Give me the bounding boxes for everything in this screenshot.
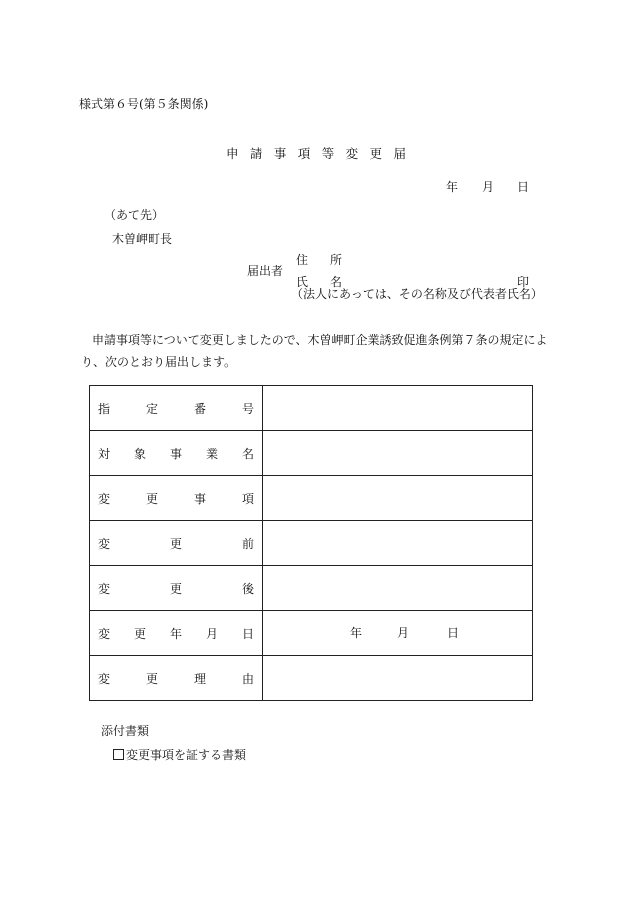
label-char: 名 (241, 446, 254, 461)
addressee: 木曽岬町長 (112, 232, 173, 246)
attachment-item (113, 749, 246, 761)
date-day: 日 (517, 180, 530, 194)
label-char: 更 (133, 626, 146, 641)
label-char: 前 (241, 536, 254, 551)
title-char: 請 (249, 146, 263, 161)
label-char: 事 (169, 446, 182, 461)
attachments-heading: 添付書類 (101, 724, 150, 738)
title-char: 等 (321, 146, 335, 161)
body-text-line2: り、次のとおり届出します。 (81, 355, 237, 369)
date-month: 月 (397, 626, 410, 640)
row-label (90, 566, 263, 611)
table-row (90, 611, 533, 656)
attachment-item-label: 変更事項を証する書類 (126, 748, 247, 762)
label-char: 業 (205, 446, 218, 461)
row-value (263, 566, 533, 611)
label-char: 変 (98, 491, 111, 506)
title-char: 項 (297, 146, 311, 161)
row-label (90, 476, 263, 521)
address-char: 住 (296, 253, 309, 267)
checkbox-icon[interactable] (113, 749, 124, 760)
row-label (90, 386, 263, 431)
label-char: 変 (98, 626, 111, 641)
label-char: 変 (98, 581, 111, 596)
row-value-date (263, 611, 533, 656)
row-label (90, 656, 263, 701)
form-number: 様式第６号(第５条関係) (79, 97, 209, 111)
label-char: 更 (169, 581, 182, 596)
label-char: 指 (98, 401, 111, 416)
label-char: 番 (193, 401, 206, 416)
title-char: 届 (393, 146, 406, 161)
change-details-table (89, 385, 533, 701)
label-char: 後 (241, 581, 254, 596)
label-char: 項 (241, 491, 254, 506)
notifier-note: （法人にあっては、その名称及び代表者氏名） (291, 287, 543, 301)
label-char: 号 (241, 401, 254, 416)
row-label (90, 611, 263, 656)
seal-mark: 印 (517, 275, 530, 289)
body-text-line1: 申請事項等について変更しましたので、木曽岬町企業誘致促進条例第７条の規定によ (92, 333, 548, 347)
row-value (263, 386, 533, 431)
label-char: 更 (169, 536, 182, 551)
document-title (226, 148, 406, 161)
label-char: 月 (205, 626, 218, 641)
title-char: 申 (226, 146, 239, 161)
label-char: 由 (241, 671, 254, 686)
date-month: 月 (482, 180, 495, 194)
title-char: 変 (345, 146, 359, 161)
label-char: 変 (98, 536, 111, 551)
row-value (263, 521, 533, 566)
row-value (263, 431, 533, 476)
name-char: 名 (330, 275, 343, 289)
table-row (90, 386, 533, 431)
title-char: 更 (369, 146, 383, 161)
table-row (90, 476, 533, 521)
row-value (263, 656, 533, 701)
table-row (90, 656, 533, 701)
title-char: 事 (273, 146, 287, 161)
date-day: 日 (447, 626, 460, 640)
label-char: 対 (98, 446, 111, 461)
addressee-prefix: （あて先） (104, 208, 165, 222)
table-row (90, 521, 533, 566)
row-value (263, 476, 533, 521)
label-char: 年 (169, 626, 182, 641)
label-char: 定 (145, 401, 158, 416)
name-char: 氏 (296, 275, 309, 289)
row-label (90, 431, 263, 476)
address-char: 所 (330, 253, 343, 267)
notifier-label: 届出者 (247, 264, 284, 278)
label-char: 日 (241, 626, 254, 641)
row-label (90, 521, 263, 566)
label-char: 変 (98, 671, 111, 686)
label-char: 事 (193, 491, 206, 506)
label-char: 更 (145, 491, 158, 506)
table-row (90, 566, 533, 611)
label-char: 理 (193, 671, 206, 686)
label-char: 象 (133, 446, 146, 461)
table-row (90, 431, 533, 476)
date-year: 年 (446, 180, 459, 194)
date-year: 年 (350, 626, 363, 640)
label-char: 更 (145, 671, 158, 686)
